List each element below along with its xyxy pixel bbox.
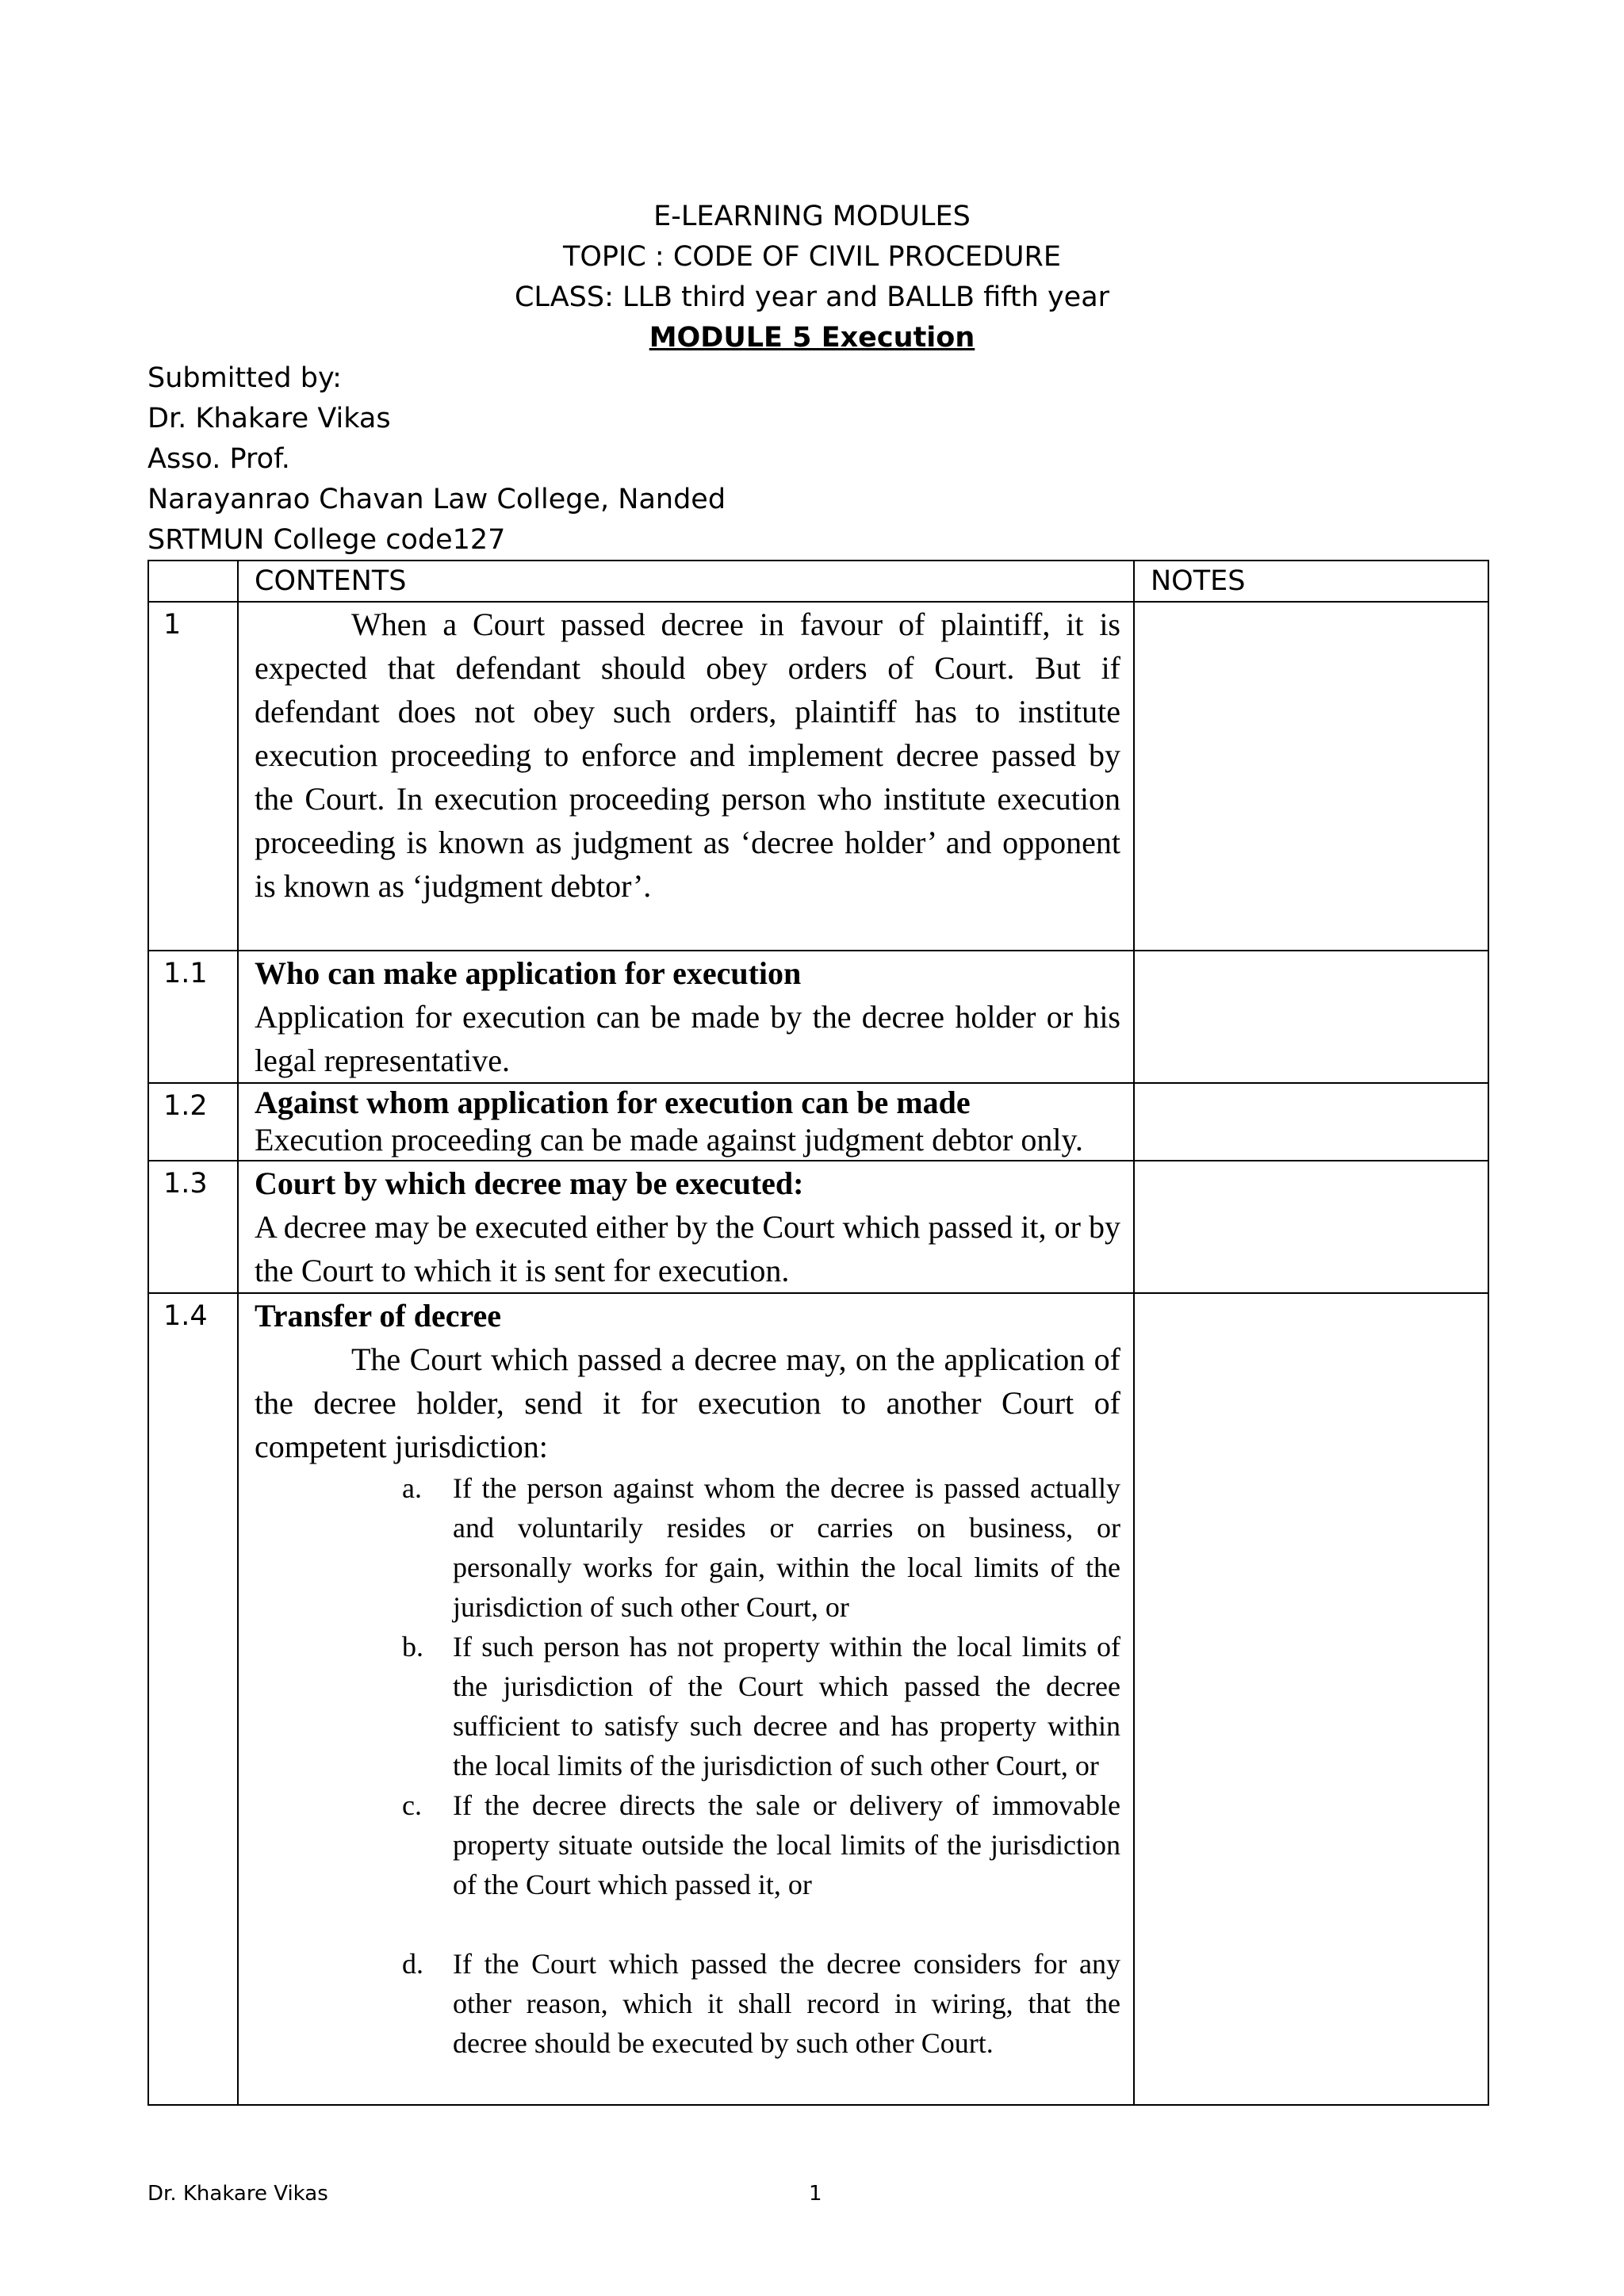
footer-author: Dr. Khakare Vikas — [147, 2182, 328, 2206]
row-heading: Against whom application for execution can be made — [255, 1085, 971, 1120]
module-title: MODULE 5 Execution — [649, 322, 975, 354]
row-heading: Who can make application for execution — [255, 955, 802, 991]
author-college: Narayanrao Chavan Law College, Nanded — [147, 484, 726, 515]
page-number: 1 — [809, 2182, 822, 2206]
college-code: SRTMUN College code127 — [147, 524, 506, 556]
list-item — [255, 1627, 1120, 1785]
header-number-cell — [148, 561, 238, 602]
header-contents-cell: CONTENTS — [238, 561, 1134, 602]
row-number: 1.3 — [148, 1161, 238, 1293]
list-marker: d. — [402, 1948, 423, 1980]
row-content — [238, 951, 1134, 1083]
row-notes — [1134, 1293, 1488, 2105]
row-notes — [1134, 951, 1488, 1083]
row-heading: Court by which decree may be executed: — [255, 1165, 804, 1201]
row-text: Execution proceeding can be made against judgment debtor only. — [255, 1122, 1083, 1158]
header-line-1: E-LEARNING MODULES — [653, 201, 971, 232]
header-class: CLASS: LLB third year and BALLB fifth year — [514, 281, 1110, 313]
submitted-label: Submitted by: — [147, 362, 342, 394]
header-notes-cell: NOTES — [1134, 561, 1488, 602]
list-item — [255, 1944, 1120, 2063]
table-row — [148, 951, 1488, 1083]
list-marker: a. — [402, 1472, 422, 1504]
list-marker: c. — [402, 1789, 422, 1821]
header-topic: TOPIC : CODE OF CIVIL PROCEDURE — [562, 241, 1061, 273]
table-row — [148, 1293, 1488, 2105]
row-text: When a Court passed decree in favour of plaintiff, it is expected that defendant should obey orders of Court. But if defendant does not obey such orders, plaintiff has to institute execution proceeding to enforce and implement decree passed by the Court. In execution proceeding person who institute execution proceeding is known as judgment as ‘decree holder’ and opponent is known as ‘judgment debtor’. — [255, 607, 1120, 904]
row-text: Application for execution can be made by the decree holder or his legal representative. — [255, 999, 1120, 1078]
author-name: Dr. Khakare Vikas — [147, 403, 391, 434]
submitted-by-block — [147, 358, 726, 561]
row-notes — [1134, 1161, 1488, 1293]
list-item-text: If the decree directs the sale or delivery of immovable property situate outside the local limits of the jurisdiction of the Court which passed it, or — [453, 1789, 1120, 1900]
contents-table — [147, 560, 1489, 2106]
row-notes — [1134, 602, 1488, 951]
row-content — [238, 1083, 1134, 1161]
table-row — [148, 602, 1488, 951]
document-header — [0, 197, 1624, 358]
list-item-text: If such person has not property within the local limits of the jurisdiction of the Court which passed the decree sufficient to satisfy such decree and has property within the local limits of the jurisdiction of such other Court, or — [453, 1631, 1120, 1781]
row-content — [238, 602, 1134, 951]
table-header-row — [148, 561, 1488, 602]
list-item-text: If the person against whom the decree is passed actually and voluntarily resides or carries on business, or personally works for gain, within the local limits of the jurisdiction of such other Court, or — [453, 1472, 1120, 1623]
row-text: The Court which passed a decree may, on the application of the decree holder, send it for execution to another Court of competent jurisdiction: — [255, 1341, 1120, 1464]
table-row — [148, 1161, 1488, 1293]
row-heading: Transfer of decree — [255, 1298, 501, 1334]
row-number: 1.2 — [148, 1083, 238, 1161]
row-number: 1.1 — [148, 951, 238, 1083]
list-item-text: If the Court which passed the decree considers for any other reason, which it shall record in wiring, that the decree should be executed by such other Court. — [453, 1948, 1120, 2059]
row-content — [238, 1293, 1134, 2105]
row-notes — [1134, 1083, 1488, 1161]
row-number: 1 — [148, 602, 238, 951]
row-number: 1.4 — [148, 1293, 238, 2105]
list-marker: b. — [402, 1631, 423, 1663]
transfer-conditions-list — [255, 1468, 1120, 2063]
row-content — [238, 1161, 1134, 1293]
author-designation: Asso. Prof. — [147, 443, 290, 475]
row-text: A decree may be executed either by the Court which passed it, or by the Court to which it is sent for execution. — [255, 1209, 1120, 1288]
list-item — [255, 1785, 1120, 1904]
table-row — [148, 1083, 1488, 1161]
list-item — [255, 1468, 1120, 1627]
